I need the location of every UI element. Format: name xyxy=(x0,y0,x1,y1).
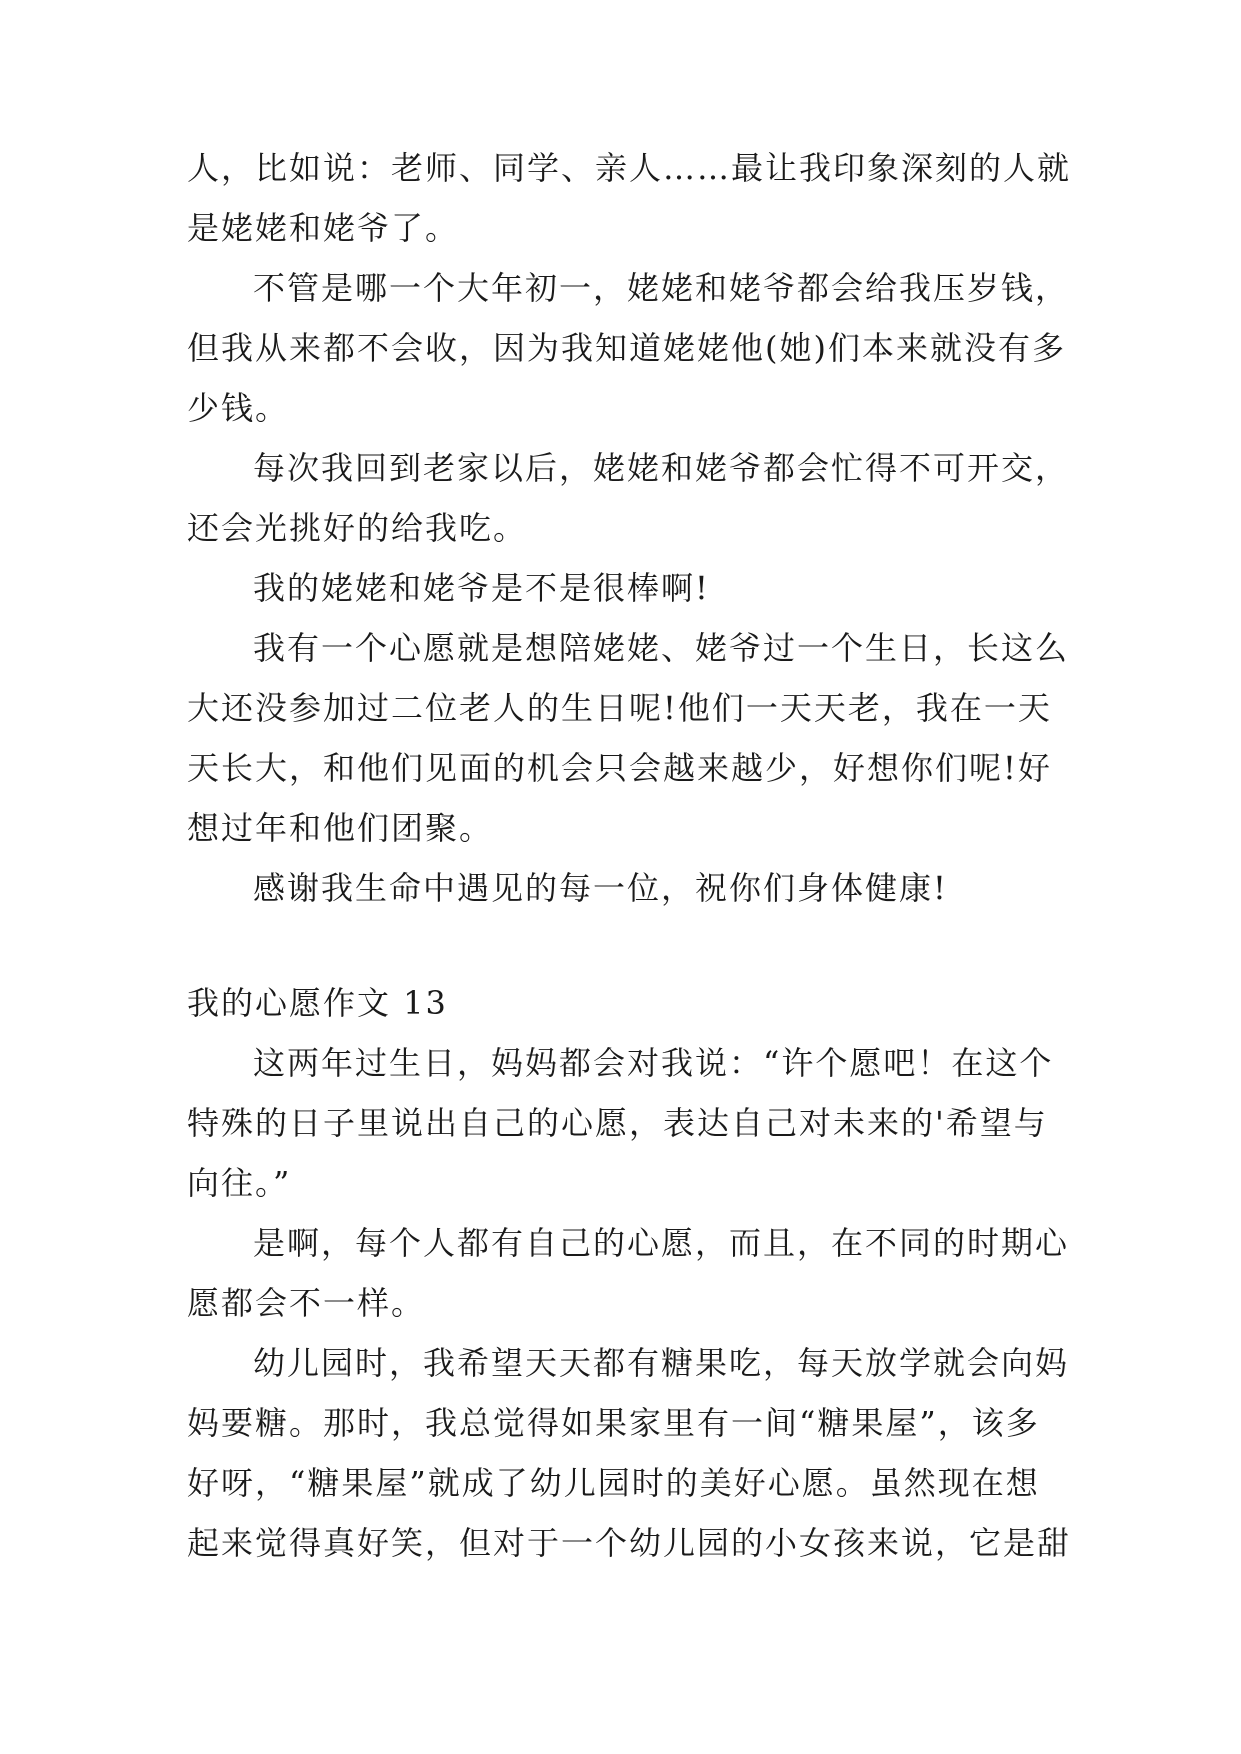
text-line: 愿都会不一样。 xyxy=(187,1284,426,1322)
text-line: 但我从来都不会收，因为我知道姥姥他(她)们本来就没有多 xyxy=(187,329,1066,367)
paragraph-start-line: 这两年过生日，妈妈都会对我说：“许个愿吧！在这个 xyxy=(253,1044,1054,1082)
text-line: 好呀，“糖果屋”就成了幼儿园时的美好心愿。虽然现在想 xyxy=(187,1464,1040,1502)
text-line: 起来觉得真好笑，但对于一个幼儿园的小女孩来说，它是甜 xyxy=(187,1524,1072,1562)
paragraph-start-line: 我的姥姥和姥爷是不是很棒啊! xyxy=(253,569,710,607)
text-line: 特殊的日子里说出自己的心愿，表达自己对未来的'希望与 xyxy=(187,1104,1048,1142)
paragraph-start-line: 不管是哪一个大年初一，姥姥和姥爷都会给我压岁钱， xyxy=(253,269,1070,307)
text-line: 向往。” xyxy=(187,1164,292,1202)
section-heading: 我的心愿作文 13 xyxy=(187,984,448,1022)
paragraph-start-line: 感谢我生命中遇见的每一位，祝你们身体健康! xyxy=(253,869,948,907)
text-line: 人，比如说：老师、同学、亲人……最让我印象深刻的人就 xyxy=(187,149,1072,187)
text-line: 想过年和他们团聚。 xyxy=(187,809,494,847)
paragraph-start-line: 幼儿园时，我希望天天都有糖果吃，每天放学就会向妈 xyxy=(253,1344,1070,1382)
paragraph-start-line: 是啊，每个人都有自己的心愿，而且，在不同的时期心 xyxy=(253,1224,1070,1262)
text-line: 妈要糖。那时，我总觉得如果家里有一间“糖果屋”，该多 xyxy=(187,1404,1040,1442)
text-line: 天长大，和他们见面的机会只会越来越少，好想你们呢!好 xyxy=(187,749,1052,787)
text-line: 少钱。 xyxy=(187,389,290,427)
paragraph-start-line: 我有一个心愿就是想陪姥姥、姥爷过一个生日，长这么 xyxy=(253,629,1070,667)
paragraph-start-line: 每次我回到老家以后，姥姥和姥爷都会忙得不可开交， xyxy=(253,449,1070,487)
text-line: 是姥姥和姥爷了。 xyxy=(187,209,460,247)
text-line: 大还没参加过二位老人的生日呢!他们一天天老，我在一天 xyxy=(187,689,1052,727)
text-line: 还会光挑好的给我吃。 xyxy=(187,509,528,547)
